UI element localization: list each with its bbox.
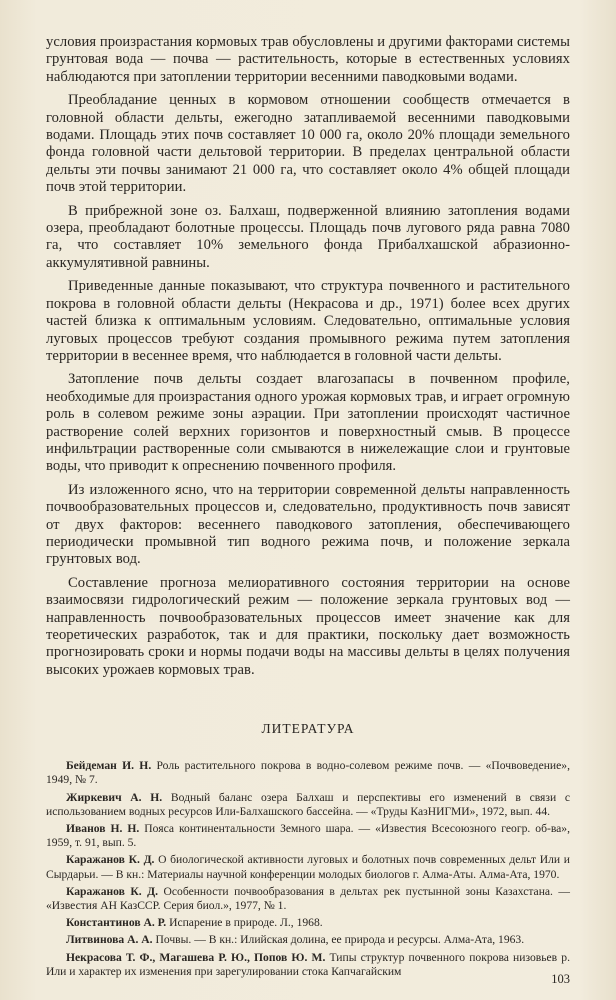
reference-author: Каражанов К. Д. — [66, 853, 155, 867]
reference-text: О биологической активности луговых и болотных почв современных дельт Или и Сырдарьи. — В кн.: Материалы научной конференции молодых биологов г. Алма-Аты. Алма-Ата, 1970. — [46, 853, 570, 881]
reference-item — [46, 759, 570, 787]
paragraph: условия произрастания кормовых трав обусловлены и другими факторами системы грунтовая вода — почва — растительность, которые в естественных условиях наблюдаются при затоплении территории весенними паводковыми водами. — [46, 34, 570, 85]
references-heading: ЛИТЕРАТУРА — [261, 721, 355, 737]
reference-item — [46, 853, 570, 881]
reference-item — [46, 885, 570, 913]
reference-author: Иванов Н. Н. — [66, 822, 140, 836]
reference-text: Испарение в природе. Л., 1968. — [166, 916, 323, 930]
reference-text: Типы структур почвенного покрова низовьев р. Или и характер их изменения при зарегулировании стока Капчагайским — [46, 950, 570, 978]
reference-author: Некрасова Т. Ф., Магашева Р. Ю., Попов Ю. М. — [66, 950, 326, 964]
reference-author: Бейдеман И. Н. — [66, 759, 152, 773]
paragraph: Преобладание ценных в кормовом отношении сообществ отмечается в головной области дельты, ежегодно затапливаемой весенними паводковыми водами. Площадь этих почв составляет 10 000 га, около 20% площади земельного фонда головной части дельтовой территории. В пределах центральной области дельты эти почвы занимают 21 000 га, что составляет около 4% общей площади почв этой территории. — [46, 92, 570, 196]
reference-author: Константинов А. Р. — [66, 916, 167, 930]
reference-item — [46, 933, 570, 947]
reference-author: Жиркевич А. Н. — [66, 790, 163, 804]
reference-text: Водный баланс озера Балхаш и перспективы его изменений в связи с использованием водных ресурсов Или-Балхашского бассейна. — «Труды КазНИГМИ», 1972, вып. 44. — [46, 790, 571, 818]
paragraph: Приведенные данные показывают, что структура почвенного и растительного покрова в головной области дельты (Некрасова и др., 1971) более всех других частей близка к оптимальным условиям. Следовательно, оптимальные условия луговых процессов требуют создания промывного режима путем затопления территории в весеннее время, что наблюдается в головной части дельты. — [46, 278, 570, 364]
reference-item — [46, 916, 570, 930]
reference-item — [46, 791, 570, 819]
reference-text: Особенности почвообразования в дельтах рек пустынной зоны Казахстана. — «Известия АН КазССР. Серия биол.», 1977, № 1. — [46, 884, 570, 913]
reference-author: Литвинова А. А. — [66, 933, 153, 947]
paragraph: Затопление почв дельты создает влагозапасы в почвенном профиле, необходимые для произрастания одного урожая кормовых трав, и играет огромную роль в солевом режиме зоны аэрации. При затоплении происходят частичное растворение солей верхних горизонтов и поверхностный смыв. В процессе инфильтрации растворенные соли смываются в нижележащие слои и грунтовые воды, что приводит к опреснению почвенного профиля. — [46, 371, 570, 475]
reference-author: Каражанов К. Д. — [66, 884, 159, 898]
reference-item — [46, 951, 570, 979]
reference-text: Пояса континентальности Земного шара. — «Известия Всесоюзного геогр. об-ва», 1959, т. 91, вып. 5. — [46, 822, 570, 850]
page-number: 103 — [551, 972, 570, 986]
references-list — [46, 759, 570, 979]
reference-text: Почвы. — В кн.: Илийская долина, ее природа и ресурсы. Алма-Ата, 1963. — [152, 933, 525, 947]
body-text — [46, 34, 570, 679]
reference-text: Роль растительного покрова в водно-солевом режиме почв. — «Почвоведение», 1949, № 7. — [46, 759, 570, 787]
paragraph: Из изложенного ясно, что на территории современной дельты направленность почвообразовательных процессов и, следовательно, продуктивность почв зависят от двух факторов: весеннего паводкового затопления, обеспечивающего периодически промывной тип водного режима почв, и положение зеркала грунтовых вод. — [46, 481, 570, 568]
reference-item — [46, 822, 570, 850]
paragraph: Составление прогноза мелиоративного состояния территории на основе взаимосвязи гидрологический режим — положение зеркала грунтовых вод — направленность почвообразовательных процессов имеет значение как для теоретических разработок, так и для практики, поскольку дает возможность прогнозировать сроки и нормы подачи воды на массивы дельты в целях получения высоких урожаев кормовых трав. — [46, 574, 570, 678]
paragraph: В прибрежной зоне оз. Балхаш, подверженной влиянию затопления водами озера, преобладают болотные процессы. Площадь почв лугового ряда равна 7080 га, что составляет 10% земельного фонда Прибалхашской абразионно-аккумулятивной равнины. — [46, 202, 570, 271]
